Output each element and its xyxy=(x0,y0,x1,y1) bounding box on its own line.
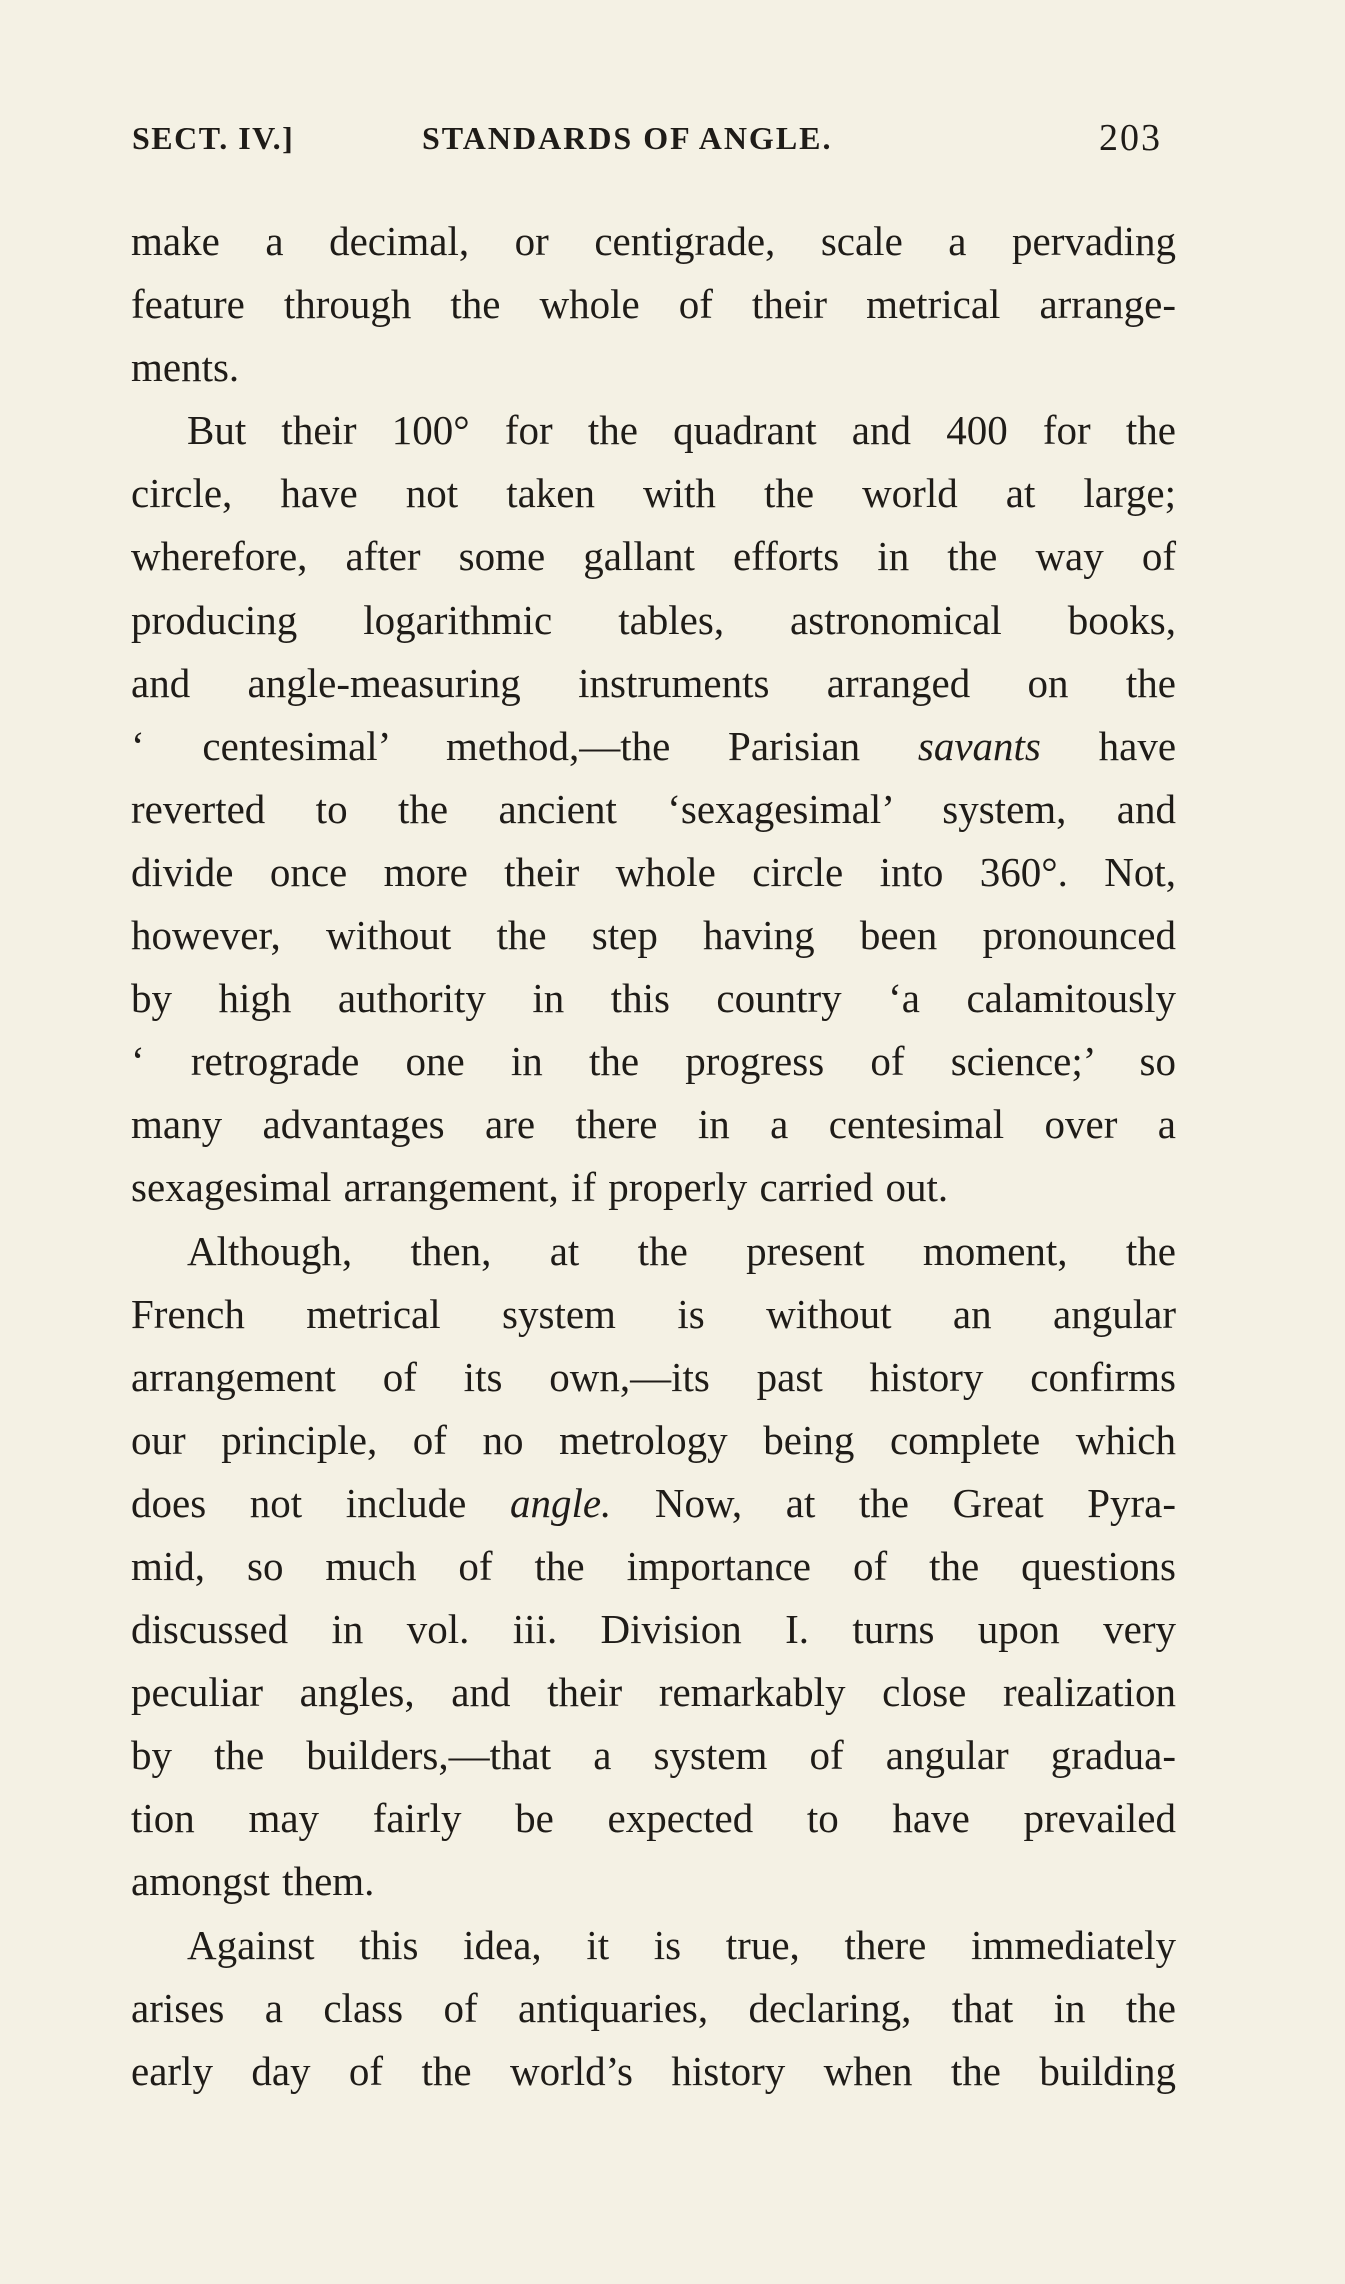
text-run: Now, at the Great Pyra- xyxy=(654,1479,1177,1526)
text-line: producing logarithmic tables, astronomical books, xyxy=(131,596,1176,643)
text-line: sexagesimal arrangement, if properly carried out. xyxy=(131,1164,949,1211)
text-line: many advantages are there in a centesimal over a xyxy=(131,1101,1176,1148)
italic-word: angle. xyxy=(509,1479,612,1526)
text-line: arises a class of antiquaries, declaring, that in the xyxy=(131,1984,1176,2031)
text-line: however, without the step having been pronounced xyxy=(131,912,1176,959)
text-line: divide once more their whole circle into 360°. Not, xyxy=(131,848,1176,895)
text-run: have xyxy=(1098,722,1177,769)
text-line: reverted to the ancient ‘sexagesimal’ system, and xyxy=(131,785,1176,832)
text-line: ‘ retrograde one in the progress of science;’ so xyxy=(131,1038,1176,1085)
text-line: and angle-measuring instruments arranged on the xyxy=(131,659,1176,706)
text-line: French metrical system is without an angular xyxy=(131,1290,1176,1337)
text-line: discussed in vol. iii. Division I. turns upon very xyxy=(131,1606,1176,1653)
text-line: mid, so much of the importance of the questions xyxy=(131,1542,1176,1589)
text-run: ‘ centesimal’ method,—the Parisian xyxy=(131,722,861,769)
text-line: arrangement of its own,—its past history confirms xyxy=(131,1353,1176,1400)
text-line: by high authority in this country ‘a calamitously xyxy=(131,975,1176,1022)
chapter-title: STANDARDS OF ANGLE. xyxy=(422,120,833,156)
text-line: make a decimal, or centigrade, scale a pervading xyxy=(131,218,1176,264)
body-text xyxy=(131,210,1176,2103)
text-line xyxy=(131,1472,1176,1535)
text-line: peculiar angles, and their remarkably close realization xyxy=(131,1669,1176,1716)
paragraph-start-line: But their 100° for the quadrant and 400 for the xyxy=(187,407,1176,454)
running-head xyxy=(132,117,1162,170)
page-number: 203 xyxy=(1099,117,1162,159)
text-line: tion may fairly be expected to have prevailed xyxy=(131,1795,1176,1842)
section-label: SECT. IV.] xyxy=(132,120,295,156)
text-line: ments. xyxy=(131,344,240,391)
text-line: early day of the world’s history when the building xyxy=(131,2047,1176,2094)
text-line: amongst them. xyxy=(131,1858,375,1905)
text-line: our principle, of no metrology being complete which xyxy=(131,1416,1176,1463)
italic-word: savants xyxy=(917,722,1041,769)
text-line: feature through the whole of their metrical arrange- xyxy=(131,281,1176,328)
text-line: wherefore, after some gallant efforts in the way of xyxy=(131,533,1176,580)
text-line: by the builders,—that a system of angular gradua- xyxy=(131,1732,1176,1779)
text-line xyxy=(131,715,1176,778)
paragraph-start-line: Against this idea, it is true, there immediately xyxy=(187,1921,1176,1968)
paragraph-start-line: Although, then, at the present moment, the xyxy=(187,1227,1176,1274)
text-run: does not include xyxy=(131,1479,467,1526)
text-line: circle, have not taken with the world at large; xyxy=(131,470,1176,517)
